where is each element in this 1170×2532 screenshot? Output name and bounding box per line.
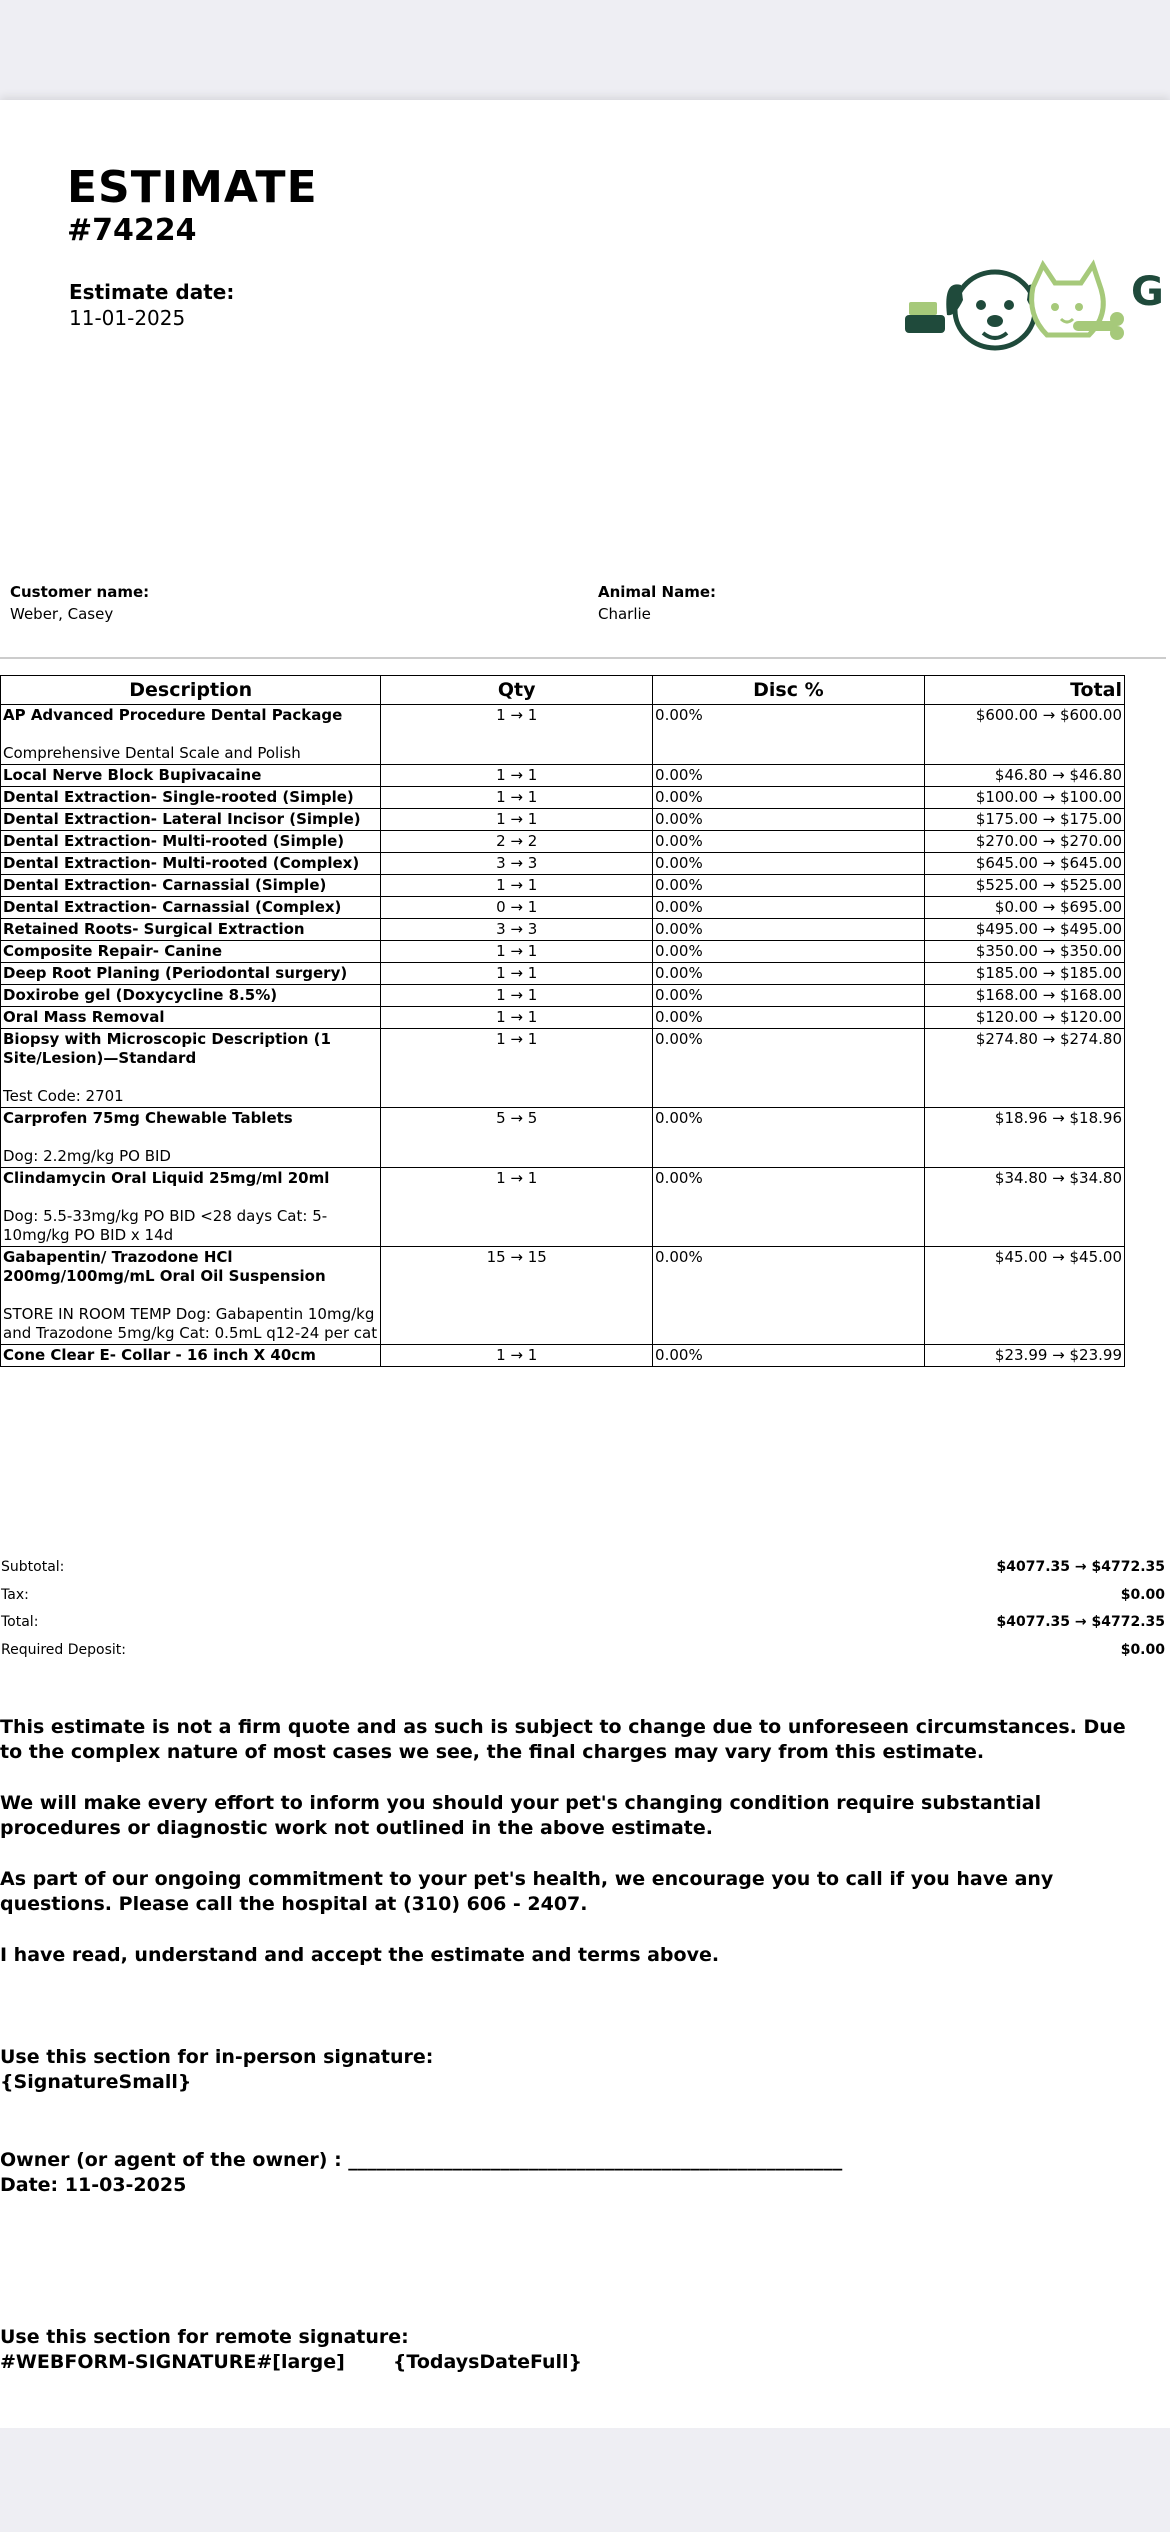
item-note: STORE IN ROOM TEMP Dog: Gabapentin 10mg/kg and Trazodone 5mg/kg Cat: 0.5mL q12-24 per cat <box>3 1305 378 1342</box>
item-qty: 0 → 1 <box>381 897 653 919</box>
summary-label: Tax: <box>1 1586 29 1603</box>
item-total: $46.80 → $46.80 <box>924 765 1124 787</box>
item-total: $600.00 → $600.00 <box>924 705 1124 765</box>
item-disc: 0.00% <box>653 1247 925 1345</box>
table-row <box>1 1345 1125 1367</box>
table-row <box>1 1029 1125 1108</box>
summary-value: $4077.35 → $4772.35 <box>996 1614 1165 1630</box>
item-name: Gabapentin/ Trazodone HCl 200mg/100mg/mL Oral Oil Suspension <box>3 1248 326 1285</box>
item-description <box>1 1007 381 1029</box>
item-disc: 0.00% <box>653 787 925 809</box>
item-total: $120.00 → $120.00 <box>924 1007 1124 1029</box>
item-total: $185.00 → $185.00 <box>924 963 1124 985</box>
item-total: $100.00 → $100.00 <box>924 787 1124 809</box>
table-row <box>1 831 1125 853</box>
table-row <box>1 787 1125 809</box>
item-total: $350.00 → $350.00 <box>924 941 1124 963</box>
item-name: Local Nerve Block Bupivacaine <box>3 766 262 784</box>
item-description <box>1 705 381 765</box>
item-qty: 1 → 1 <box>381 1029 653 1108</box>
viewer-top-bar <box>0 0 1170 100</box>
animal-name-value: Charlie <box>598 605 651 623</box>
item-total: $525.00 → $525.00 <box>924 875 1124 897</box>
item-qty: 15 → 15 <box>381 1247 653 1345</box>
item-total: $45.00 → $45.00 <box>924 1247 1124 1345</box>
pet-dental-logo-icon <box>903 255 1170 365</box>
item-qty: 1 → 1 <box>381 765 653 787</box>
item-qty: 1 → 1 <box>381 1345 653 1367</box>
item-description <box>1 853 381 875</box>
estimate-date-value: 11-01-2025 <box>69 306 186 330</box>
item-description <box>1 985 381 1007</box>
header-qty: Qty <box>381 676 653 705</box>
item-disc: 0.00% <box>653 963 925 985</box>
table-row <box>1 1247 1125 1345</box>
terms-paragraph: This estimate is not a firm quote and as such is subject to change due to unforeseen circumstances. Due to the complex nature of most cases we see, the final charges may vary from this estimate. <box>0 1716 1126 1763</box>
item-description <box>1 831 381 853</box>
summary-row <box>0 1640 1165 1668</box>
item-name: Composite Repair- Canine <box>3 942 222 960</box>
table-row <box>1 985 1125 1007</box>
in-person-signature-placeholder[interactable]: {SignatureSmall} <box>0 2071 192 2093</box>
summary-row <box>0 1557 1165 1585</box>
item-description <box>1 1168 381 1247</box>
item-disc: 0.00% <box>653 1029 925 1108</box>
table-row <box>1 765 1125 787</box>
item-description <box>1 919 381 941</box>
terms-paragraph: We will make every effort to inform you should your pet's changing condition require substantial procedures or diagnostic work not outlined in the above estimate. <box>0 1792 1042 1839</box>
item-qty: 1 → 1 <box>381 1168 653 1247</box>
item-name: Clindamycin Oral Liquid 25mg/ml 20ml <box>3 1169 330 1187</box>
summary-value: $0.00 <box>1120 1641 1165 1658</box>
item-total: $645.00 → $645.00 <box>924 853 1124 875</box>
estimate-date-label: Estimate date: <box>69 280 235 304</box>
item-qty: 1 → 1 <box>381 963 653 985</box>
header-disc: Disc % <box>653 676 925 705</box>
summary-label: Subtotal: <box>1 1559 65 1575</box>
item-description <box>1 941 381 963</box>
animal-name-label: Animal Name: <box>598 583 717 601</box>
summary-row <box>0 1612 1165 1640</box>
document-title: ESTIMATE <box>67 162 318 213</box>
table-row <box>1 919 1125 941</box>
estimate-summary <box>0 1557 1165 1667</box>
logo-letter: G <box>1131 269 1164 315</box>
item-disc: 0.00% <box>653 1168 925 1247</box>
item-name: Dental Extraction- Carnassial (Simple) <box>3 876 327 894</box>
item-note: Comprehensive Dental Scale and Polish <box>3 744 301 762</box>
item-qty: 1 → 1 <box>381 705 653 765</box>
item-disc: 0.00% <box>653 809 925 831</box>
table-row <box>1 897 1125 919</box>
item-name: Dental Extraction- Multi-rooted (Complex) <box>3 854 360 872</box>
item-disc: 0.00% <box>653 875 925 897</box>
summary-label: Total: <box>1 1614 39 1630</box>
item-description <box>1 809 381 831</box>
item-name: Deep Root Planing (Periodontal surgery) <box>3 964 348 982</box>
item-note: Dog: 5.5-33mg/kg PO BID <28 days Cat: 5-10mg/kg PO BID x 14d <box>3 1207 328 1244</box>
item-description <box>1 787 381 809</box>
item-total: $168.00 → $168.00 <box>924 985 1124 1007</box>
table-row <box>1 963 1125 985</box>
item-disc: 0.00% <box>653 985 925 1007</box>
remote-signature-placeholder[interactable]: #WEBFORM-SIGNATURE#[large] <box>0 2351 345 2373</box>
item-description <box>1 1345 381 1367</box>
item-description <box>1 1029 381 1108</box>
terms-paragraph: I have read, understand and accept the estimate and terms above. <box>0 1944 720 1966</box>
item-description <box>1 875 381 897</box>
item-description <box>1 1108 381 1168</box>
item-total: $175.00 → $175.00 <box>924 809 1124 831</box>
item-qty: 1 → 1 <box>381 1007 653 1029</box>
item-name: AP Advanced Procedure Dental Package <box>3 706 343 724</box>
item-disc: 0.00% <box>653 705 925 765</box>
table-row <box>1 1108 1125 1168</box>
table-row <box>1 941 1125 963</box>
item-total: $18.96 → $18.96 <box>924 1108 1124 1168</box>
item-description <box>1 963 381 985</box>
item-note: Test Code: 2701 <box>3 1087 124 1105</box>
item-disc: 0.00% <box>653 1108 925 1168</box>
item-qty: 1 → 1 <box>381 941 653 963</box>
item-name: Retained Roots- Surgical Extraction <box>3 920 305 938</box>
estimate-number: #74224 <box>67 213 197 248</box>
item-name: Dental Extraction- Lateral Incisor (Simple) <box>3 810 361 828</box>
estimate-items-table <box>0 675 1125 1367</box>
terms-paragraph: As part of our ongoing commitment to your pet's health, we encourage you to call if you have any questions. Please call the hospital at (310) 606 - 2407. <box>0 1868 1054 1915</box>
remote-date-placeholder: {TodaysDateFull} <box>392 2351 583 2373</box>
item-disc: 0.00% <box>653 765 925 787</box>
item-name: Cone Clear E- Collar - 16 inch X 40cm <box>3 1346 316 1364</box>
item-disc: 0.00% <box>653 1345 925 1367</box>
table-row <box>1 705 1125 765</box>
item-disc: 0.00% <box>653 1007 925 1029</box>
item-disc: 0.00% <box>653 853 925 875</box>
item-qty: 3 → 3 <box>381 853 653 875</box>
table-header-row <box>1 676 1125 705</box>
item-note: Dog: 2.2mg/kg PO BID <box>3 1147 171 1165</box>
item-disc: 0.00% <box>653 897 925 919</box>
item-qty: 1 → 1 <box>381 787 653 809</box>
item-disc: 0.00% <box>653 941 925 963</box>
item-qty: 1 → 1 <box>381 985 653 1007</box>
header-description: Description <box>1 676 381 705</box>
section-divider <box>0 657 1166 659</box>
summary-value: $4077.35 → $4772.35 <box>996 1559 1165 1575</box>
item-name: Dental Extraction- Carnassial (Complex) <box>3 898 342 916</box>
item-description <box>1 765 381 787</box>
summary-label: Required Deposit: <box>1 1641 126 1658</box>
table-row <box>1 853 1125 875</box>
remote-signature-label: Use this section for remote signature: <box>0 2326 409 2348</box>
terms-section <box>0 1715 1150 1994</box>
item-qty: 2 → 2 <box>381 831 653 853</box>
item-qty: 3 → 3 <box>381 919 653 941</box>
item-name: Biopsy with Microscopic Description (1 Site/Lesion)—Standard <box>3 1030 331 1067</box>
customer-name-label: Customer name: <box>10 583 150 601</box>
item-name: Doxirobe gel (Doxycycline 8.5%) <box>3 986 278 1004</box>
item-qty: 1 → 1 <box>381 809 653 831</box>
item-qty: 5 → 5 <box>381 1108 653 1168</box>
item-total: $274.80 → $274.80 <box>924 1029 1124 1108</box>
in-person-signature-section <box>0 2045 433 2095</box>
header-total: Total <box>924 676 1124 705</box>
summary-row <box>0 1585 1165 1613</box>
item-name: Dental Extraction- Single-rooted (Simple) <box>3 788 354 806</box>
table-row <box>1 1007 1125 1029</box>
table-row <box>1 809 1125 831</box>
item-name: Carprofen 75mg Chewable Tablets <box>3 1109 293 1127</box>
item-description <box>1 897 381 919</box>
item-disc: 0.00% <box>653 919 925 941</box>
signature-date: Date: 11-03-2025 <box>0 2174 187 2196</box>
item-description <box>1 1247 381 1345</box>
item-total: $23.99 → $23.99 <box>924 1345 1124 1367</box>
item-qty: 1 → 1 <box>381 875 653 897</box>
customer-name-value: Weber, Casey <box>10 605 114 623</box>
table-row <box>1 1168 1125 1247</box>
remote-signature-section <box>0 2325 582 2375</box>
owner-signature-line[interactable]: Owner (or agent of the owner) : ____________________________________________________ <box>0 2149 843 2171</box>
table-row <box>1 875 1125 897</box>
item-total: $495.00 → $495.00 <box>924 919 1124 941</box>
item-total: $270.00 → $270.00 <box>924 831 1124 853</box>
viewer-bottom-bar <box>0 2428 1170 2532</box>
owner-signature-block <box>0 2148 842 2198</box>
in-person-signature-label: Use this section for in-person signature: <box>0 2046 434 2068</box>
item-total: $0.00 → $695.00 <box>924 897 1124 919</box>
item-disc: 0.00% <box>653 831 925 853</box>
summary-value: $0.00 <box>1120 1586 1165 1603</box>
item-name: Dental Extraction- Multi-rooted (Simple) <box>3 832 345 850</box>
item-total: $34.80 → $34.80 <box>924 1168 1124 1247</box>
item-name: Oral Mass Removal <box>3 1008 165 1026</box>
